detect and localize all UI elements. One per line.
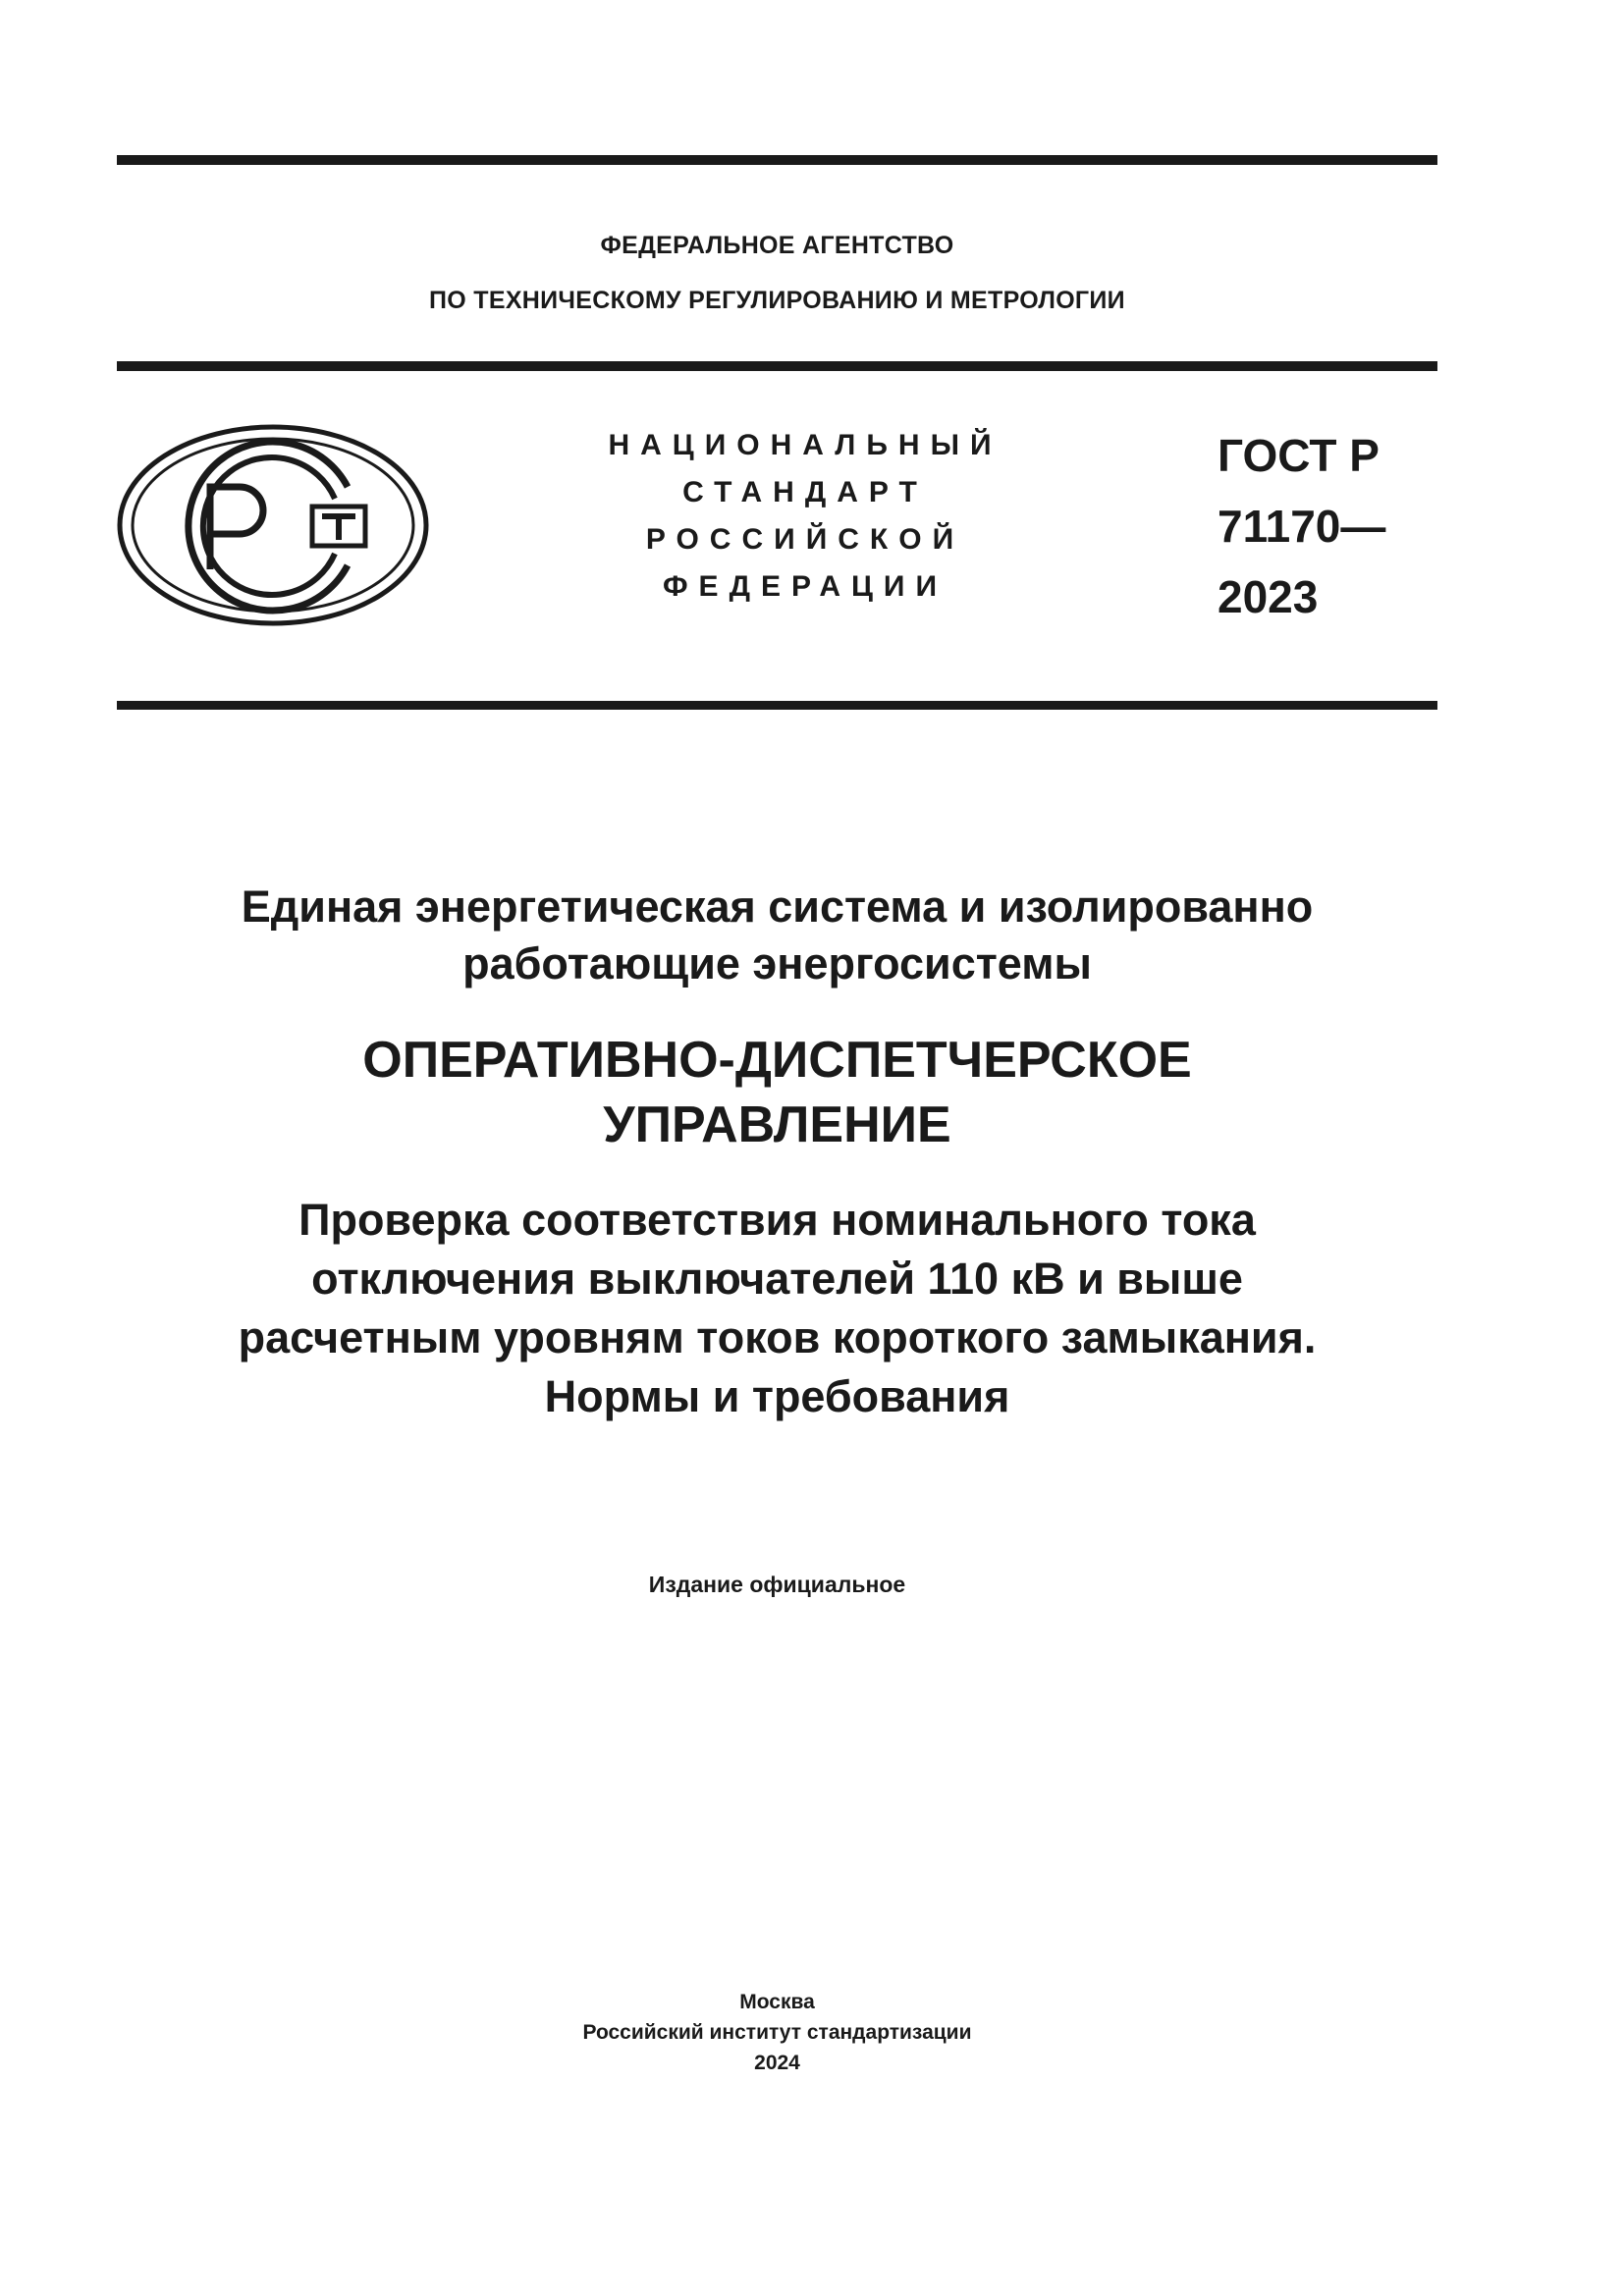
title-general-line-2: работающие энергосистемы — [462, 938, 1092, 988]
agency-line-1: ФЕДЕРАЛЬНОЕ АГЕНТСТВО — [600, 232, 954, 259]
rst-emblem-icon — [116, 422, 430, 628]
imprint-city: Москва — [739, 1991, 815, 2013]
agency-line-2: ПО ТЕХНИЧЕСКОМУ РЕГУЛИРОВАНИЮ И МЕТРОЛОГИИ — [429, 287, 1125, 314]
middle-divider — [117, 361, 1437, 371]
top-divider — [117, 155, 1437, 165]
title-sub-line-1: Проверка соответствия номинального тока — [298, 1195, 1256, 1245]
title-sub-line-3: расчетным уровням токов короткого замыкания. — [238, 1312, 1317, 1362]
title-sub-line-2: отключения выключателей 110 кВ и выше — [311, 1254, 1243, 1304]
title-sub — [117, 1191, 1437, 1426]
standard-kind-line-2: СТАНДАРТ — [682, 476, 928, 508]
standard-kind-line-3: РОССИЙСКОЙ — [645, 523, 965, 556]
title-general-line-1: Единая энергетическая система и изолированно — [241, 881, 1314, 932]
title-main-line-1: ОПЕРАТИВНО-ДИСПЕТЧЕРСКОЕ — [362, 1032, 1192, 1089]
edition-label: Издание официальное — [648, 1572, 906, 1597]
imprint-publisher: Российский институт стандартизации — [582, 2021, 972, 2044]
document-title — [117, 879, 1437, 1426]
title-general — [117, 879, 1437, 992]
standard-kind — [550, 422, 1060, 611]
imprint — [117, 1987, 1437, 2078]
standard-kind-line-4: ФЕДЕРАЦИИ — [662, 570, 948, 603]
bottom-divider — [117, 701, 1437, 710]
gost-code-line-2: 71170— — [1218, 501, 1386, 552]
imprint-year: 2024 — [754, 2052, 800, 2074]
gost-code — [1218, 420, 1385, 632]
title-main-line-2: УПРАВЛЕНИЕ — [603, 1096, 951, 1153]
title-sub-line-4: Нормы и требования — [544, 1371, 1010, 1421]
agency-header — [117, 218, 1437, 328]
standard-kind-line-1: НАЦИОНАЛЬНЫЙ — [608, 429, 1002, 461]
title-main — [117, 1028, 1437, 1157]
gost-code-line-1: ГОСТ Р — [1218, 430, 1380, 481]
gost-code-line-3: 2023 — [1218, 571, 1319, 622]
